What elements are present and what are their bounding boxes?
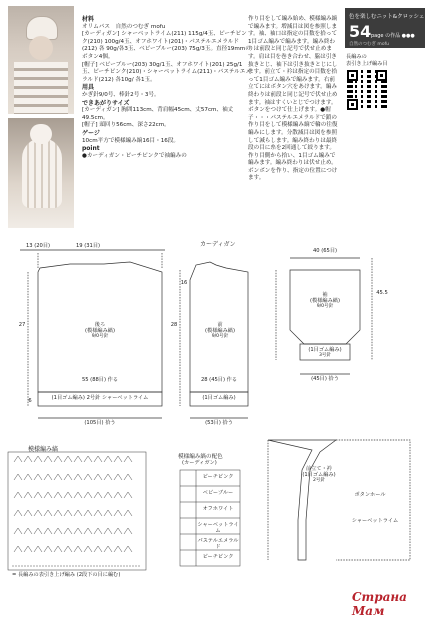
color-row-label: ピーチピンク xyxy=(202,474,234,480)
color-row-label: ベビーブルー xyxy=(202,490,234,496)
badge-yarn: 自然のつむぎ mofu xyxy=(349,42,390,47)
brand-text: オリムパス 自然のつむぎ mofu xyxy=(82,23,166,30)
materials-heading: 材料 xyxy=(82,16,95,23)
sleeve-cuff-label: (1目ゴム編み) 3号針 xyxy=(308,347,342,359)
back-bottom-label: (105目) 拾う xyxy=(84,420,116,426)
dim-label: 27 xyxy=(18,322,26,328)
point-text: ●カーディガン・ピーチピンクで袖編みの xyxy=(82,152,187,159)
gauge-heading: ゲージ xyxy=(82,129,100,137)
tools-heading: 用具 xyxy=(82,84,95,92)
dim-label: 16 xyxy=(180,280,188,286)
back-width-label: 55 (88目) 作る xyxy=(81,377,119,383)
front-rib-label: (1目ゴム編み) xyxy=(202,395,236,401)
size-cardigan: [カーディガン] 胸囲113cm、背肩幅45cm、丈57cm、袖丈49.5cm。 xyxy=(82,107,234,121)
button-hole-label: ボタンホール xyxy=(354,492,386,498)
back-label: 後ろ (模様編み縞) 9/0号針 xyxy=(85,322,115,340)
dim-label: 6 xyxy=(28,398,32,404)
color-title: 模様編み縞の配色 xyxy=(178,454,223,460)
size-hat: [帽子] 頭回り56cm、深さ22cm。 xyxy=(82,122,170,129)
instructions-text: 作り目をして編み始め、模様編み縞で編みます。増減目は図を参照します。袖、袖口は指定の目数を拾って1目ゴム編みで編みます。編み終わりは前段と同じ記号で伏せ止めます。肩は目を巻き合わせ、脇は引き抜きとじ、袖下は引き抜きとじにします。前立て・衿は指定の目数を拾って1目ゴム編みで編みます。右前立てにはボタン穴をあけます。編み終わりは前段と同じ記号で伏せ止めます。袖はすくいとじでつけます。ボタンをつけて仕上げます。●帽子・・・パステルエメラルドで鎖の作り目をして模様編み縞で輪の往復編みにします。分散減目は図を参照して減らします。編み終わりは最終段の目に糸を2回通して絞ります。作り目側から拾い、1目ゴム編みで編みます。編み終わりは伏せ止め。ボンボンを作り、指定の位置につけます。 xyxy=(248,16,338,182)
badge-title: 色を楽しむニット&クロッシェ xyxy=(349,14,425,20)
pattern-note: = 長編みの表引き上げ編み (2段下の目に編む) xyxy=(12,572,121,578)
front-bottom-label: (53目) 拾う xyxy=(205,420,233,426)
page-number: 54 xyxy=(349,22,372,41)
dim-label: 28 xyxy=(170,322,178,328)
pattern-title: 模様編み縞 xyxy=(28,446,59,453)
dim-label: 13 (20目) xyxy=(25,243,51,249)
gauge-text: 10cm平方で模様編み縞16目・16段。 xyxy=(82,137,180,144)
hat-colors: [帽子] ベビーブルー(203) 30g/1玉、オフホワイト(201) 25g/1玉、ピーチピンク(210)・シャーベットライム(211)・パステルエメラルド(212) 各10g/ 各1玉。 xyxy=(82,61,251,83)
dim-label: 19 (31目) xyxy=(75,243,101,249)
cardigan-title: カーディガン xyxy=(200,241,236,248)
color-row-label: パステルエメラルド xyxy=(197,538,239,551)
sleeve-top-label: 40 (65目) xyxy=(312,248,338,254)
pattern-chart-stitches xyxy=(12,456,140,566)
back-rib-label: (1目ゴム編み) 2号針 シャーベットライム xyxy=(51,395,149,401)
sleeve-bottom-label: (45目) 拾う xyxy=(311,376,339,382)
qr-label: 長編みの 表引き上げ編み目 xyxy=(346,54,388,67)
dim-label: 45.5 xyxy=(376,290,388,296)
front-band-outline xyxy=(268,440,336,560)
color-row-label: ピーチピンク xyxy=(202,554,234,560)
tools-text: かぎ針9/0号、棒針2号・3号。 xyxy=(82,91,160,98)
sleeve-label: 袖 (模様編み縞) 9/0号針 xyxy=(310,292,340,310)
color-row-label: シャーベットライム xyxy=(197,522,239,535)
color-subtitle: (カーディガン) xyxy=(182,460,217,466)
button-color-label: シャーベットライム xyxy=(351,518,399,524)
point-heading: point xyxy=(82,145,100,153)
page-suffix: page の作品 ●●● xyxy=(371,33,415,39)
color-scheme-table xyxy=(180,470,240,566)
front-label: 前 (模様編み縞) 9/0号針 xyxy=(205,322,235,340)
front-width-label: 28 (45目) 作る xyxy=(200,377,238,383)
cardigan-colors: [カーディガン] シャーベットライム(211) 115g/4玉、ピーチピンク(210) 100g/4玉、オフホワイト(201)・パステルエメラルド(212) 各 90g/各3玉、ベビーブルー(203) 75g/3玉。直径19mmのボタン4個。 xyxy=(82,31,251,60)
color-row-label: オフホワイト xyxy=(202,506,234,512)
size-heading: できあがりサイズ xyxy=(82,99,130,107)
watermark: Страна Мам xyxy=(352,590,407,618)
front-band-label: 前立て・衿 (1目ゴム編み) 2号針 xyxy=(302,466,336,484)
